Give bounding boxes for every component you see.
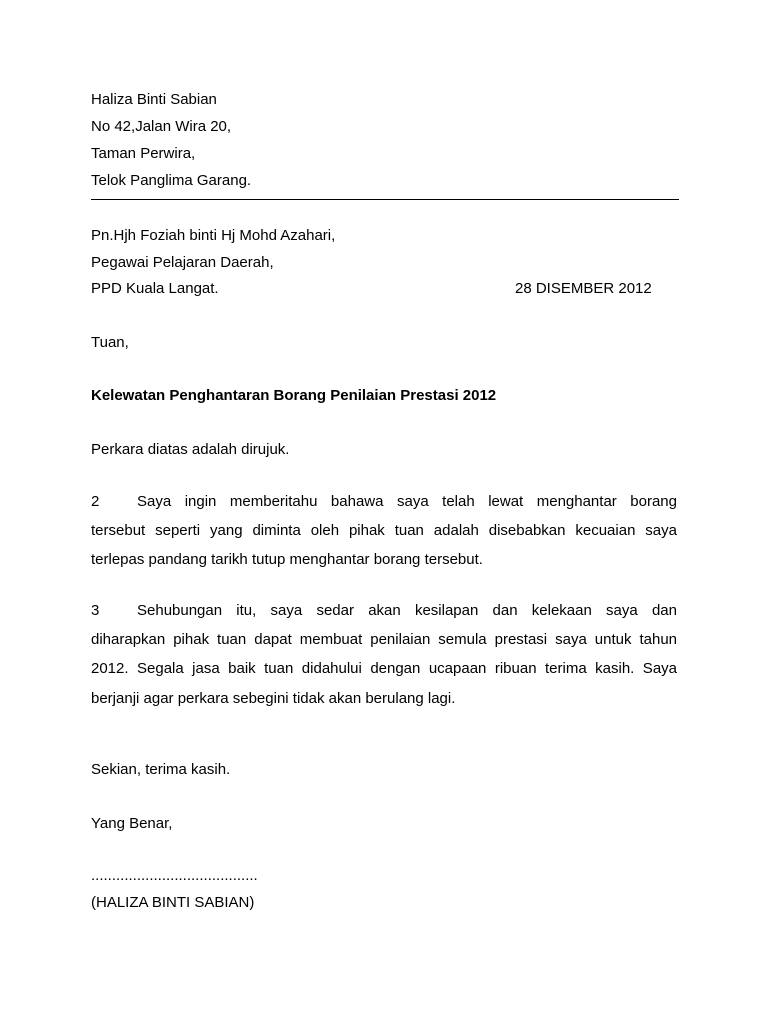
paragraph-3-line1-text: Sehubungan itu, saya sedar akan kesilapan dan kelekaan saya dan bbox=[137, 602, 677, 619]
signatory-name: (HALIZA BINTI SABIAN) bbox=[91, 894, 255, 911]
sender-address-line3: Telok Panglima Garang. bbox=[91, 172, 252, 189]
paragraph-3-line1 bbox=[91, 596, 677, 625]
paragraph-3 bbox=[91, 596, 677, 713]
signoff-text: Yang Benar, bbox=[91, 815, 173, 832]
recipient-office: PPD Kuala Langat. bbox=[91, 280, 219, 297]
letter-subject: Kelewatan Penghantaran Borang Penilaian Prestasi 2012 bbox=[91, 387, 497, 404]
intro-text: Perkara diatas adalah dirujuk. bbox=[91, 441, 290, 458]
paragraph-3-line2: diharapkan pihak tuan dapat membuat penilaian semula prestasi saya untuk tahun bbox=[91, 631, 677, 649]
paragraph-2-line2: tersebut seperti yang diminta oleh pihak tuan adalah disebabkan kecuaian saya bbox=[91, 522, 677, 540]
header-divider bbox=[91, 199, 679, 200]
paragraph-2-line1-text: Saya ingin memberitahu bahawa saya telah lewat menghantar borang bbox=[137, 493, 677, 510]
signature-line: ........................................ bbox=[91, 867, 258, 884]
sender-address-line2: Taman Perwira, bbox=[91, 145, 196, 162]
recipient-position: Pegawai Pelajaran Daerah, bbox=[91, 254, 274, 271]
recipient-name: Pn.Hjh Foziah binti Hj Mohd Azahari, bbox=[91, 227, 336, 244]
paragraph-3-line4: berjanji agar perkara sebegini tidak akan berulang lagi. bbox=[91, 689, 456, 707]
sender-address-line1: No 42,Jalan Wira 20, bbox=[91, 118, 232, 135]
closing-text: Sekian, terima kasih. bbox=[91, 761, 231, 778]
letter-date: 28 DISEMBER 2012 bbox=[515, 280, 652, 297]
sender-name: Haliza Binti Sabian bbox=[91, 91, 217, 108]
paragraph-3-line3: 2012. Segala jasa baik tuan didahului dengan ucapaan ribuan terima kasih. Saya bbox=[91, 660, 677, 678]
paragraph-2-line3: terlepas pandang tarikh tutup menghantar borang tersebut. bbox=[91, 551, 483, 569]
paragraph-2-number: 2 bbox=[91, 493, 100, 510]
salutation: Tuan, bbox=[91, 334, 129, 351]
paragraph-3-number: 3 bbox=[91, 602, 100, 619]
paragraph-2-line1 bbox=[91, 487, 677, 516]
paragraph-2 bbox=[91, 487, 677, 575]
